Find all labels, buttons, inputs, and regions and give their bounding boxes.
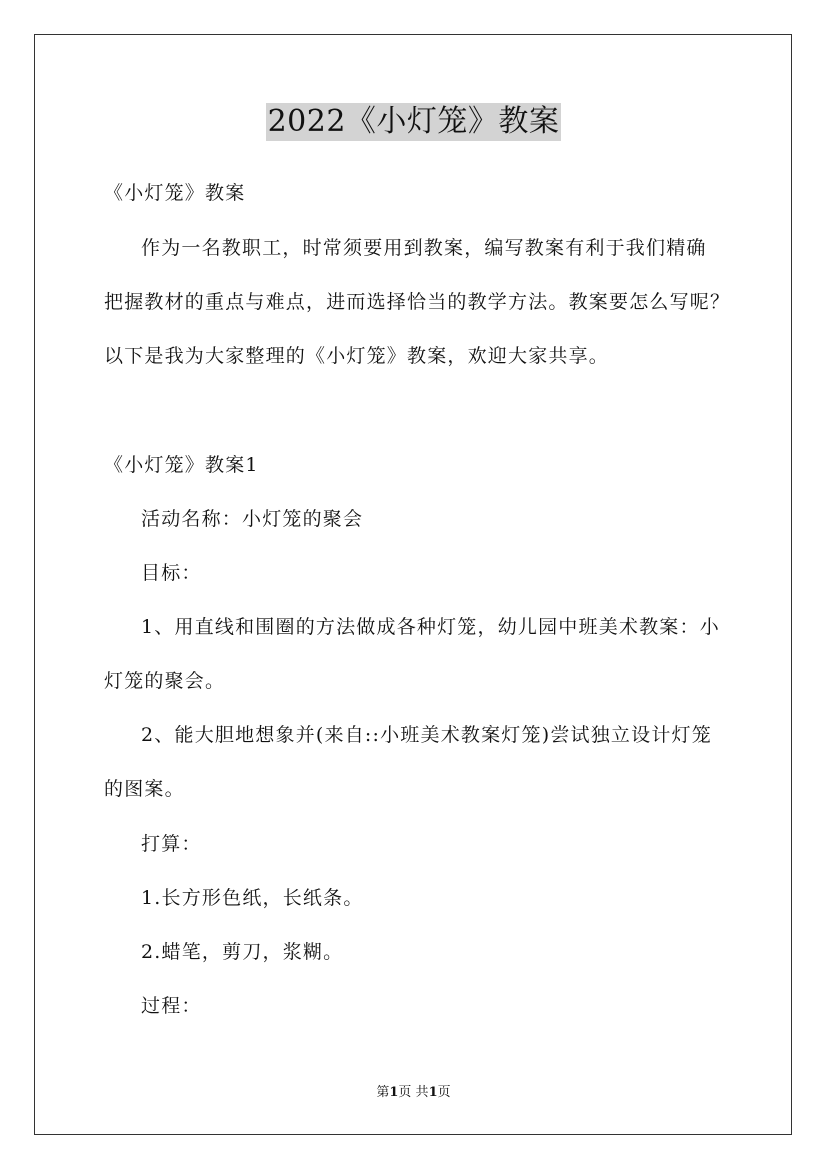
footer-page-suffix: 页: [437, 1085, 451, 1100]
footer-page-current: 1: [389, 1085, 399, 1100]
prep-item-1: 1.长方形色纸，长纸条。: [141, 887, 364, 909]
prep-label: 打算：: [141, 833, 202, 855]
goal-label: 目标：: [141, 562, 202, 584]
section-heading: 《小灯笼》教案1: [104, 454, 259, 476]
goal-2-line-2: 的图案。: [104, 778, 185, 800]
activity-name: 活动名称：小灯笼的聚会: [141, 508, 364, 530]
intro-line-1: 作为一名教职工，时常须要用到教案，编写教案有利于我们精确: [141, 237, 707, 259]
footer-page-mid: 页 共: [398, 1085, 429, 1100]
goal-2-line-1: 2、能大胆地想象并(来自::小班美术教案灯笼)尝试独立设计灯笼: [141, 724, 712, 746]
goal-1-line-1: 1、用直线和围圈的方法做成各种灯笼，幼儿园中班美术教案：小: [141, 616, 720, 638]
footer-page-total: 1: [428, 1085, 438, 1100]
intro-line-3: 以下是我为大家整理的《小灯笼》教案，欢迎大家共享。: [104, 345, 610, 367]
doc-subtitle: 《小灯笼》教案: [104, 182, 246, 204]
document-title: 2022《小灯笼》教案: [267, 104, 560, 139]
goal-1-line-2: 灯笼的聚会。: [104, 670, 226, 692]
page-footer: [0, 1085, 827, 1101]
footer-page-prefix: 第: [376, 1085, 390, 1100]
prep-item-2: 2.蜡笔，剪刀，浆糊。: [141, 941, 344, 963]
title-container: [0, 103, 827, 141]
intro-line-2: 把握教材的重点与难点，进而选择恰当的教学方法。教案要怎么写呢？: [104, 291, 731, 313]
process-label: 过程：: [141, 995, 202, 1017]
